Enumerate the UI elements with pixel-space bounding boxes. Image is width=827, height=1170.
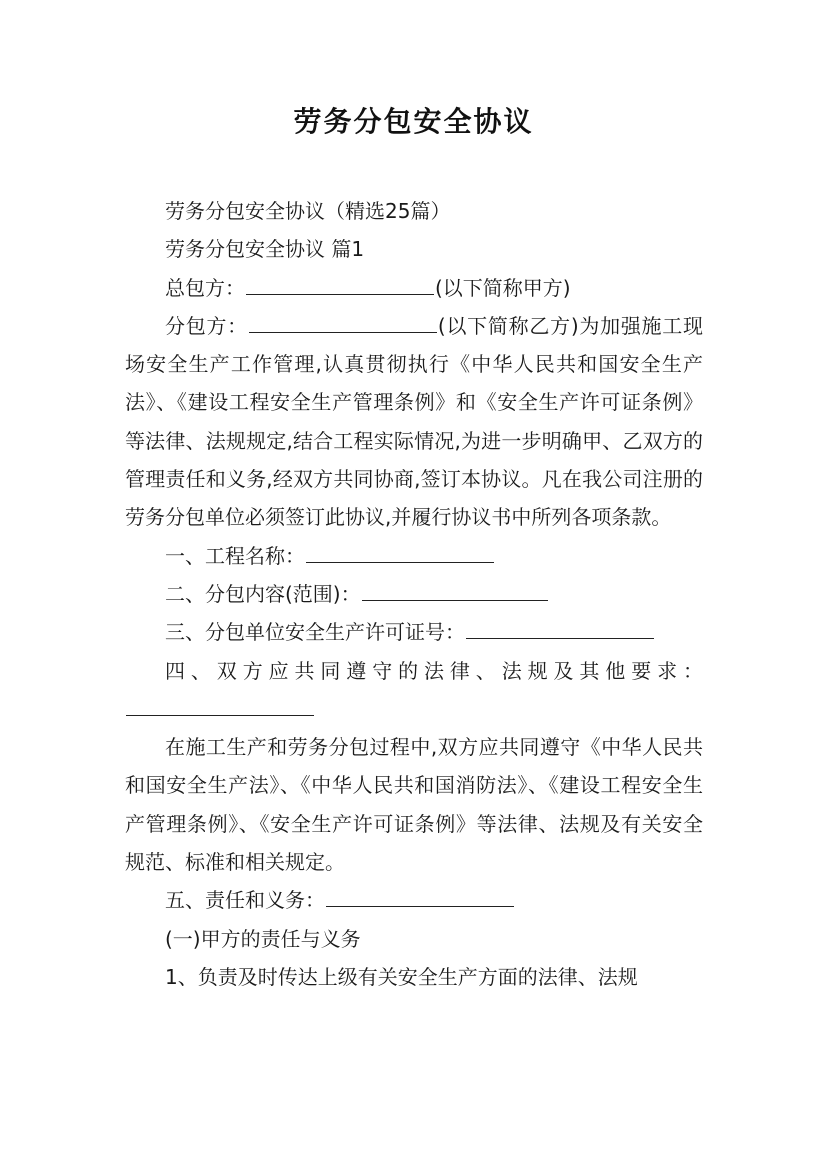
item-2 — [125, 575, 703, 613]
contractor-suffix: (以下简称甲方) — [435, 275, 571, 300]
section-a-heading: (一)甲方的责任与义务 — [165, 926, 361, 951]
contractor-label: 总包方： — [165, 275, 245, 300]
subcontractor-label: 分包方： — [165, 313, 248, 338]
item-5 — [125, 881, 703, 919]
law-paragraph: 在施工生产和劳务分包过程中,双方应共同遵守《中华人民共和国安全生产法》、《中华人民共和国消防法》、《建设工程安全生产管理条例》、《安全生产许可证条例》等法律、法规及有关安全规范、标准和相关规定。 — [125, 735, 703, 875]
item-3-label: 三、分包单位安全生产许可证号： — [165, 620, 465, 645]
contractor-line — [125, 269, 703, 307]
subcontractor-text: (以下简称乙方)为加强施工现场安全生产工作管理,认真贯彻执行《中华人民共和国安全生产法》、《建设工程安全生产管理条例》和《安全生产许可证条例》等法律、法规规定,结合工程实际情况,为进一步明确甲、乙双方的管理责任和义务,经双方共同协商,签订本协议。凡在我公司注册的劳务分包单位必须签订此协议,并履行协议书中所列各项条款。 — [125, 313, 704, 530]
selection-line: 劳务分包安全协议（精选25篇） — [165, 199, 451, 223]
item-4-blank-line — [125, 690, 703, 728]
subcontractor-blank — [249, 311, 437, 333]
item-4 — [125, 652, 703, 690]
item-1-label: 一、工程名称： — [165, 543, 305, 568]
item-3-blank — [466, 617, 654, 639]
document-body — [125, 192, 703, 996]
subcontractor-paragraph — [125, 307, 703, 537]
document-title: 劳务分包安全协议 — [293, 105, 534, 138]
clause-1: 1、负责及时传达上级有关安全生产方面的法律、法规 — [165, 964, 638, 989]
item-5-blank — [326, 885, 514, 907]
item-4-blank — [126, 694, 314, 716]
item-5-label: 五、责任和义务： — [165, 888, 325, 913]
item-2-label: 二、分包内容(范围)： — [165, 581, 361, 606]
item-3 — [125, 613, 703, 651]
item-1 — [125, 537, 703, 575]
item-2-blank — [362, 579, 548, 601]
item-1-blank — [306, 541, 494, 563]
contractor-blank — [246, 273, 434, 295]
item-4-label: 四、双方应共同遵守的法律、法规及其他要求： — [165, 658, 703, 683]
chapter-line: 劳务分包安全协议 篇1 — [165, 237, 365, 262]
